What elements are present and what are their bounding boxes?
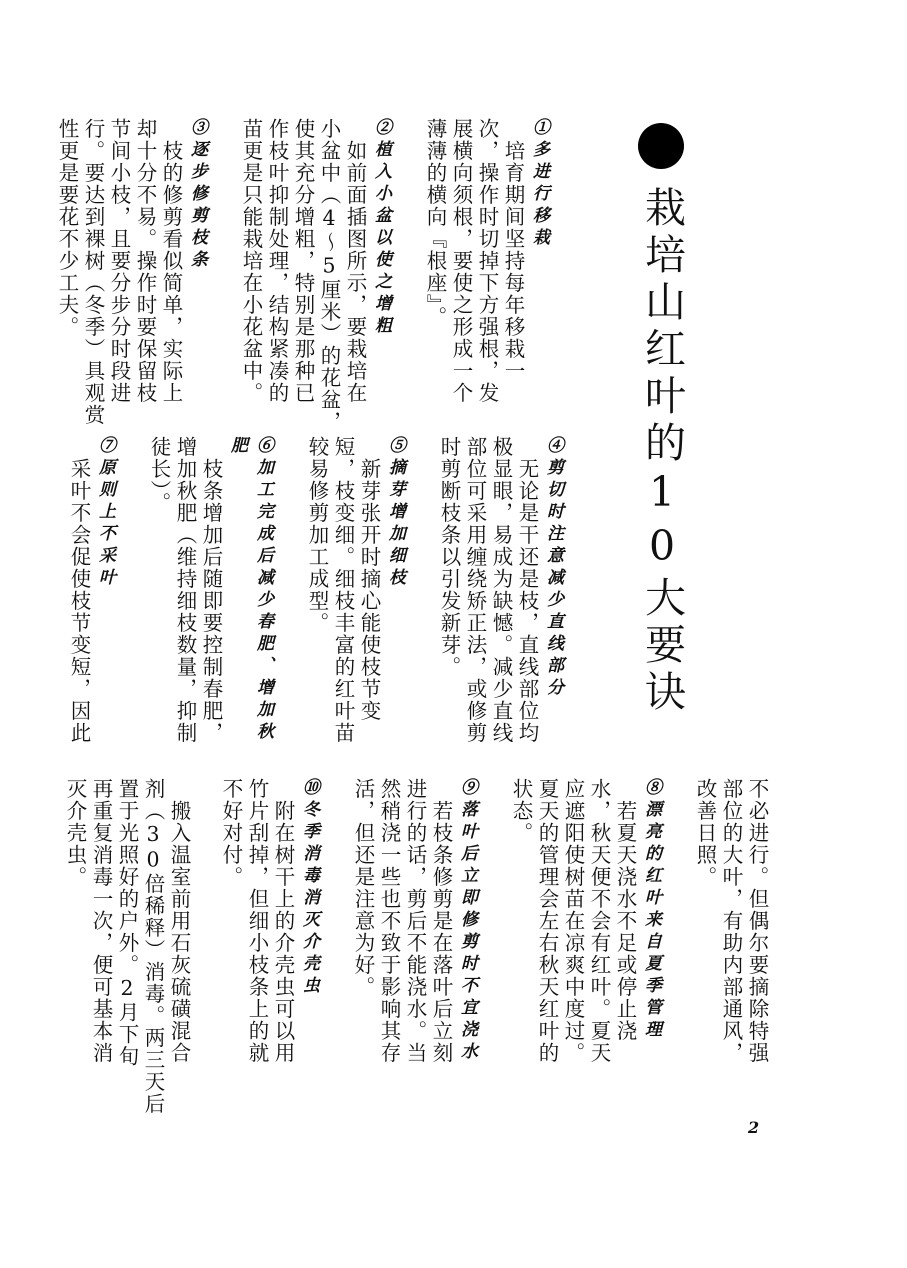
section-8-line: 状态。 bbox=[509, 778, 533, 844]
section-10-line: 不好对付。 bbox=[219, 778, 243, 888]
section-9-line: 若枝条修剪是在落叶后立刻 bbox=[429, 778, 453, 1064]
section-4-line: 部位可采用缠绕矫正法，或修剪 bbox=[463, 436, 487, 744]
section-3-heading: ③逐步修剪枝条 bbox=[187, 118, 207, 272]
section-2-line: 使其充分增粗，特别是那种已 bbox=[291, 118, 315, 404]
section-5-line: 较易修剪加工成型。 bbox=[305, 436, 329, 634]
section-10-heading: ⑩冬季消毒消灭介壳虫 bbox=[299, 778, 319, 998]
section-2-line: 苗更是只能栽培在小花盆中。 bbox=[239, 118, 263, 404]
section-6-line: 增加秋肥（维持细枝数量，抑制 bbox=[173, 436, 197, 744]
section-1-line: 次，操作时切掉下方强根，发 bbox=[475, 118, 499, 404]
section-9-line: 然稍浇一些也不致于影响其存 bbox=[377, 778, 401, 1064]
section-2-heading: ②植入小盆以使之增粗 bbox=[371, 118, 391, 338]
section-6-line: 枝条增加后随即要控制春肥， bbox=[199, 436, 223, 744]
section-3-line: 却十分不易。操作时要保留枝 bbox=[133, 118, 157, 404]
section-8-line: 应遮阳使树苗在凉爽中度过。 bbox=[561, 778, 585, 1064]
section-6-heading-continued: 肥 bbox=[227, 436, 247, 458]
section-1-line: 培育期间坚持每年移栽一 bbox=[501, 118, 525, 382]
section-9-heading: ⑨落叶后立即修剪时不宜浇水 bbox=[457, 778, 477, 1064]
section-1-line: 薄薄的横向『根座』。 bbox=[423, 118, 447, 328]
section-10-line: 灭介壳虫。 bbox=[63, 778, 87, 888]
section-1-heading: ①多进行移栽 bbox=[529, 118, 549, 250]
section-5-line: 新芽张开时摘心能使枝节变 bbox=[357, 436, 381, 722]
section-10-line: 再重复消毒一次，便可基本消 bbox=[89, 778, 113, 1064]
section-5-line: 短，枝变细。细枝丰富的红叶苗 bbox=[331, 436, 355, 744]
section-4-line: 无论是干还是枝，直线部位均 bbox=[515, 436, 539, 744]
section-1-line: 展横向须根，要使之形成一个 bbox=[449, 118, 473, 404]
section-5-heading: ⑤摘芽增加细枝 bbox=[385, 436, 405, 590]
page-number: 2 bbox=[748, 1118, 760, 1137]
section-9-line: 进行的话，剪后不能浇水。当 bbox=[403, 778, 427, 1064]
title-bullet-icon bbox=[638, 123, 684, 169]
section-3-line: 节间小枝，且要分步分时段进 bbox=[107, 118, 131, 404]
section-10-line: 剂（30倍稀释）消毒。两三天后 bbox=[141, 778, 165, 1115]
section-10-line: 搬入温室前用石灰硫磺混合 bbox=[167, 778, 191, 1064]
section-4-line: 极显眼，易成为缺憾。减少直线 bbox=[489, 436, 513, 744]
section-3-line: 行。要达到裸树（冬季）具观赏 bbox=[81, 118, 105, 426]
section-7-continued-line: 改善日照。 bbox=[693, 778, 717, 888]
section-8-heading: ⑧漂亮的红叶来自夏季管理 bbox=[641, 778, 661, 1042]
section-9-line: 活，但还是注意为好。 bbox=[351, 778, 375, 998]
section-10-line: 竹片刮掉，但细小枝条上的就 bbox=[245, 778, 269, 1064]
section-3-line: 性更是要花不少工夫。 bbox=[55, 118, 79, 338]
section-8-line: 水，秋天便不会有红叶。夏天 bbox=[587, 778, 611, 1064]
section-4-line: 时剪断枝条以引发新芽。 bbox=[437, 436, 461, 678]
section-6-line: 徒长）。 bbox=[147, 436, 171, 514]
section-7-continued-line: 部位的大叶，有助内部通风， bbox=[719, 778, 743, 1064]
section-3-line: 枝的修剪看似简单，实际上 bbox=[159, 118, 183, 404]
section-10-line: 附在树干上的介壳虫可以用 bbox=[271, 778, 295, 1064]
section-2-line: 小盆中（4～5厘米）的花盆， bbox=[317, 118, 341, 433]
section-6-heading: ⑥加工完成后减少春肥、增加秋 bbox=[253, 436, 273, 744]
section-8-line: 夏天的管理会左右秋天红叶的 bbox=[535, 778, 559, 1064]
section-10-line: 置于光照好的户外。2月下旬 bbox=[115, 778, 139, 1068]
section-7-continued-line: 不必进行。但偶尔要摘除特强 bbox=[745, 778, 769, 1064]
section-2-line: 如前面插图所示，要栽培在 bbox=[343, 118, 367, 404]
section-7-heading: ⑦原则上不采叶 bbox=[95, 436, 115, 590]
section-4-heading: ④剪切时注意减少直线部分 bbox=[543, 436, 563, 700]
section-7-line: 采叶不会促使枝节变短，因此 bbox=[67, 436, 91, 744]
section-2-line: 作枝叶抑制处理，结构紧凑的 bbox=[265, 118, 289, 404]
page-title: 栽培山红叶的10大要诀 bbox=[638, 186, 686, 717]
section-8-line: 若夏天浇水不足或停止浇 bbox=[613, 778, 637, 1042]
